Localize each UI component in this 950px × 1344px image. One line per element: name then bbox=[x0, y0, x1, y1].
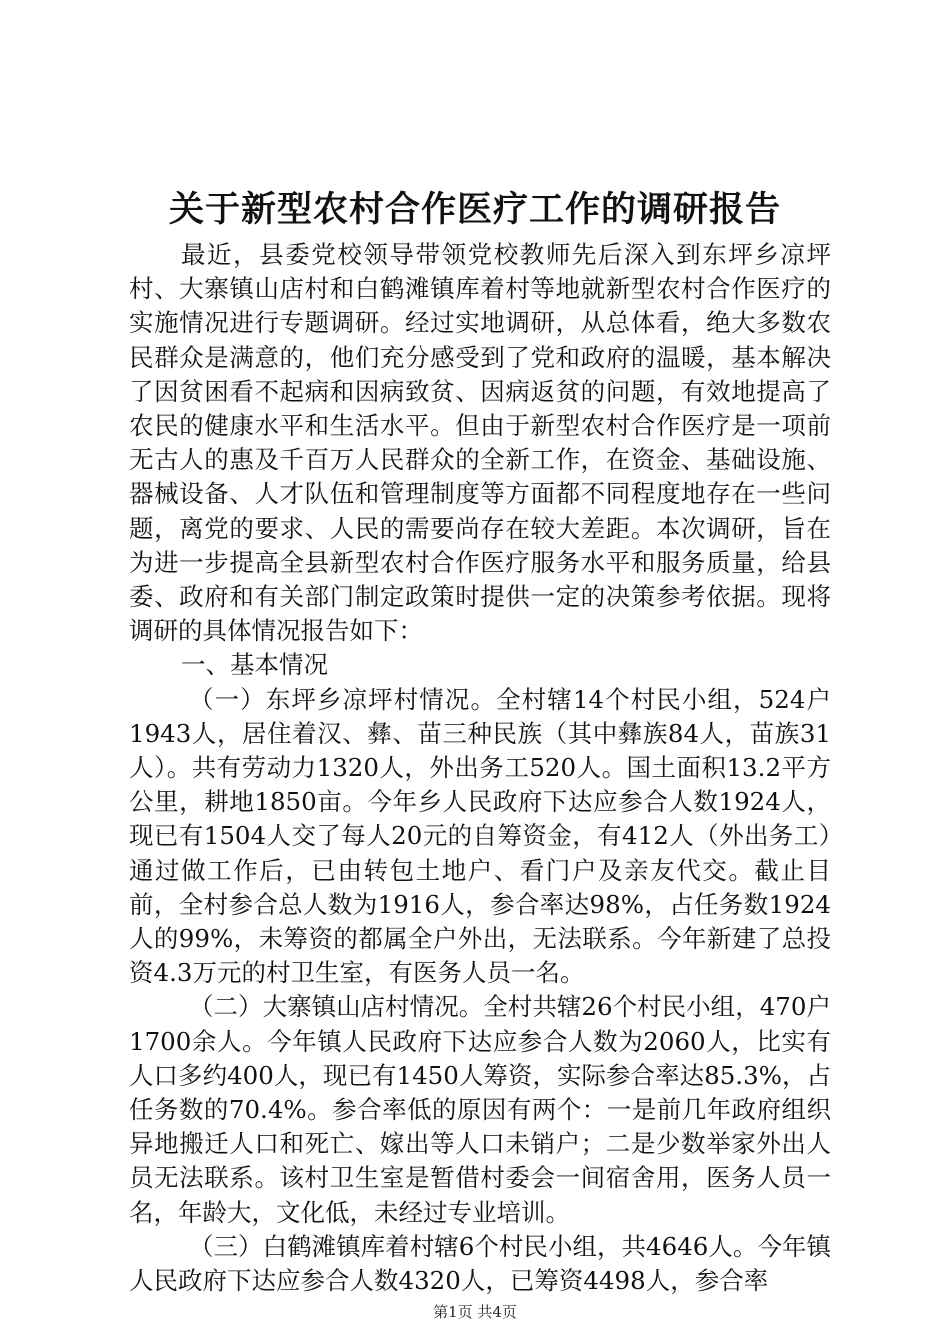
intro-paragraph: 最近，县委党校领导带领党校教师先后深入到东坪乡凉坪村、大寨镇山店村和白鹤滩镇库着村等地就新型农村合作医疗的实施情况进行专题调研。经过实地调研，从总体看，绝大多数农民群众是满意的，他们充分感受到了党和政府的温暖，基本解决了因贫困看不起病和因病致贫、因病返贫的问题，有效地提高了农民的健康水平和生活水平。但由于新型农村合作医疗是一项前无古人的惠及千百万人民群众的全新工作，在资金、基础设施、器械设备、人才队伍和管理制度等方面都不同程度地存在一些问题，离党的要求、人民的需要尚存在较大差距。本次调研，旨在为进一步提高全县新型农村合作医疗服务水平和服务质量，给县委、政府和有关部门制定政策时提供一定的决策参考依据。现将调研的具体情况报告如下： bbox=[129, 240, 831, 646]
document-body bbox=[129, 238, 831, 1298]
paragraph-dongping-liangping: （一）东坪乡凉坪村情况。全村辖14个村民小组，524户1943人，居住着汉、彝、苗三种民族（其中彝族84人，苗族31人）。共有劳动力1320人，外出务工520人。国土面积13.2平方公里，耕地1850亩。今年乡人民政府下达应参合人数1924人，现已有1504人交了每人20元的自筹资金，有412人（外出务工）通过做工作后，已由转包土地户、看门户及亲友代交。截止目前，全村参合总人数为1916人，参合率达98%，占任务数1924人的99%，未筹资的都属全户外出，无法联系。今年新建了总投资4.3万元的村卫生室，有医务人员一名。 bbox=[129, 684, 831, 988]
page-indicator: 第1页 共4页 bbox=[433, 1303, 517, 1321]
document-title: 关于新型农村合作医疗工作的调研报告 bbox=[168, 189, 781, 230]
paragraph-baihetan-kuzhe: （三）白鹤滩镇库着村辖6个村民小组，共4646人。今年镇人民政府下达应参合人数4320人，已筹资4498人，参合率 bbox=[129, 1231, 831, 1296]
paragraph-dazhai-shandian: （二）大寨镇山店村情况。全村共辖26个村民小组，470户1700余人。今年镇人民政府下达应参合人数为2060人，比实有人口多约400人，现已有1450人筹资，实际参合率达85.3%，占任务数的70.4%。参合率低的原因有两个：一是前几年政府组织异地搬迁人口和死亡、嫁出等人口未销户；二是少数举家外出人员无法联系。该村卫生室是暂借村委会一间宿舍用，医务人员一名，年龄大，文化低，未经过专业培训。 bbox=[129, 992, 831, 1227]
section-heading-basic-situation: 一、基本情况 bbox=[181, 650, 328, 680]
